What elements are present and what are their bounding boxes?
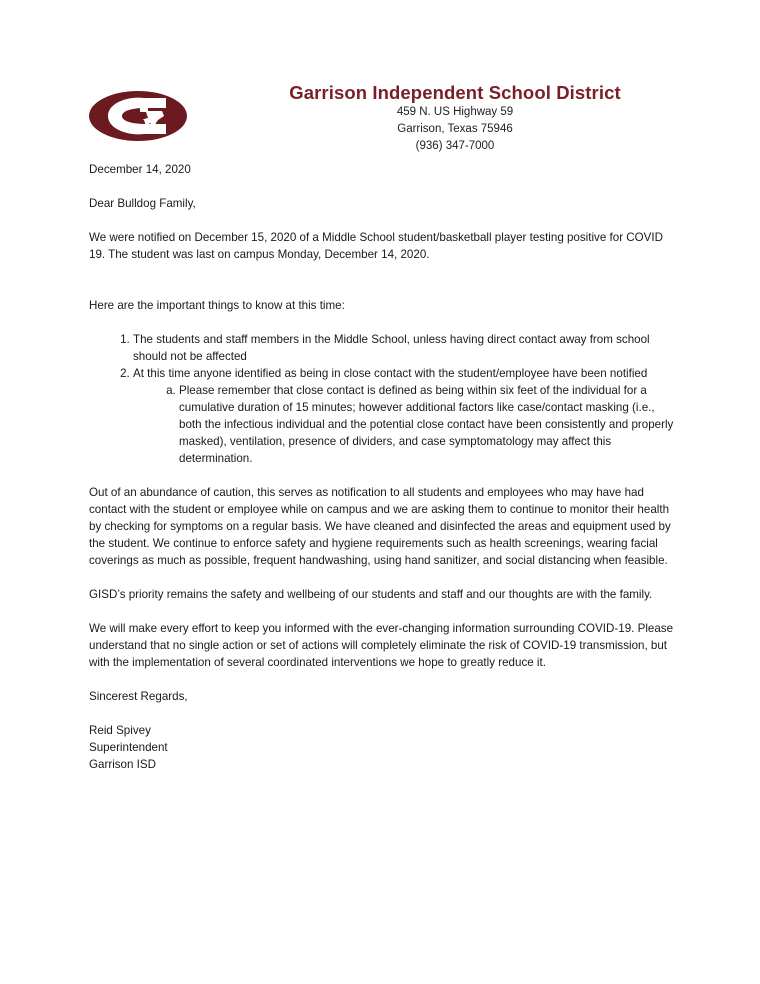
letter-body bbox=[89, 161, 679, 773]
salutation: Dear Bulldog Family, bbox=[89, 197, 196, 210]
sub-list-item: a. Please remember that close contact is defined as being within six feet of the individual for a cumulative duration of 15 minutes; however additional factors like case/contact masking (i.e., both the infectious individual and the potential close contact have been consistently and properly masked), ventilation, presence of dividers, and case symptomatology may affect this determination. bbox=[179, 382, 679, 467]
district-address bbox=[280, 104, 630, 155]
address-line-1: 459 N. US Highway 59 bbox=[396, 106, 514, 118]
paragraph-information: We will make every effort to keep you informed with the ever-changing information surrounding COVID-19. Please understand that no single action or set of actions will completely eliminate the risk of COVID-19 transmission, but with the implementation of several coordinated interventions we hope to greatly reduce it. bbox=[89, 622, 674, 669]
signer-organization: Garrison ISD bbox=[89, 758, 157, 771]
paragraph-priority: GISD’s priority remains the safety and wellbeing of our students and staff and our thoughts are with the family. bbox=[89, 588, 653, 601]
district-name: Garrison Independent School District bbox=[289, 82, 621, 103]
list-intro: Here are the important things to know at this time: bbox=[89, 299, 345, 312]
phone-number: (936) 347-7000 bbox=[415, 140, 495, 152]
paragraph-notification: We were notified on December 15, 2020 of a Middle School student/basketball player testing positive for COVID 19. The student was last on campus Monday, December 14, 2020. bbox=[89, 231, 663, 261]
list-item: 2. At this time anyone identified as being in close contact with the student/employee have been notified a. Please remember that close contact is defined as being within six feet of the individual for a cumulative duration of 15 minutes; however additional factors like case/contact masking (i.e., both the infectious individual and the potential close contact have been consistently and properly masked), ventilation, presence of dividers, and case symptomatology may affect this determination. bbox=[133, 365, 679, 467]
signer-name: Reid Spivey bbox=[89, 724, 151, 737]
address-line-2: Garrison, Texas 75946 bbox=[397, 123, 513, 135]
paragraph-caution: Out of an abundance of caution, this serves as notification to all students and employees who may have had contact with the student or employee while on campus and we are asking them to continue to monitor their health by checking for symptoms on a regular basis. We have cleaned and disinfected the areas and equipment used by the student. We continue to enforce safety and hygiene requirements such as health screenings, wearing facial coverings as much as possible, frequent handwashing, using hand sanitizer, and social distancing when feasible. bbox=[89, 486, 671, 567]
list-item: 1. The students and staff members in the Middle School, unless having direct contact away from school should not be affected bbox=[133, 331, 679, 365]
letter-date: December 14, 2020 bbox=[89, 163, 191, 176]
district-logo bbox=[88, 90, 188, 142]
letterhead bbox=[280, 82, 630, 155]
important-list bbox=[89, 331, 679, 467]
signature-block bbox=[89, 722, 679, 773]
closing: Sincerest Regards, bbox=[89, 690, 188, 703]
signer-title: Superintendent bbox=[89, 741, 168, 754]
sub-list bbox=[133, 382, 679, 467]
